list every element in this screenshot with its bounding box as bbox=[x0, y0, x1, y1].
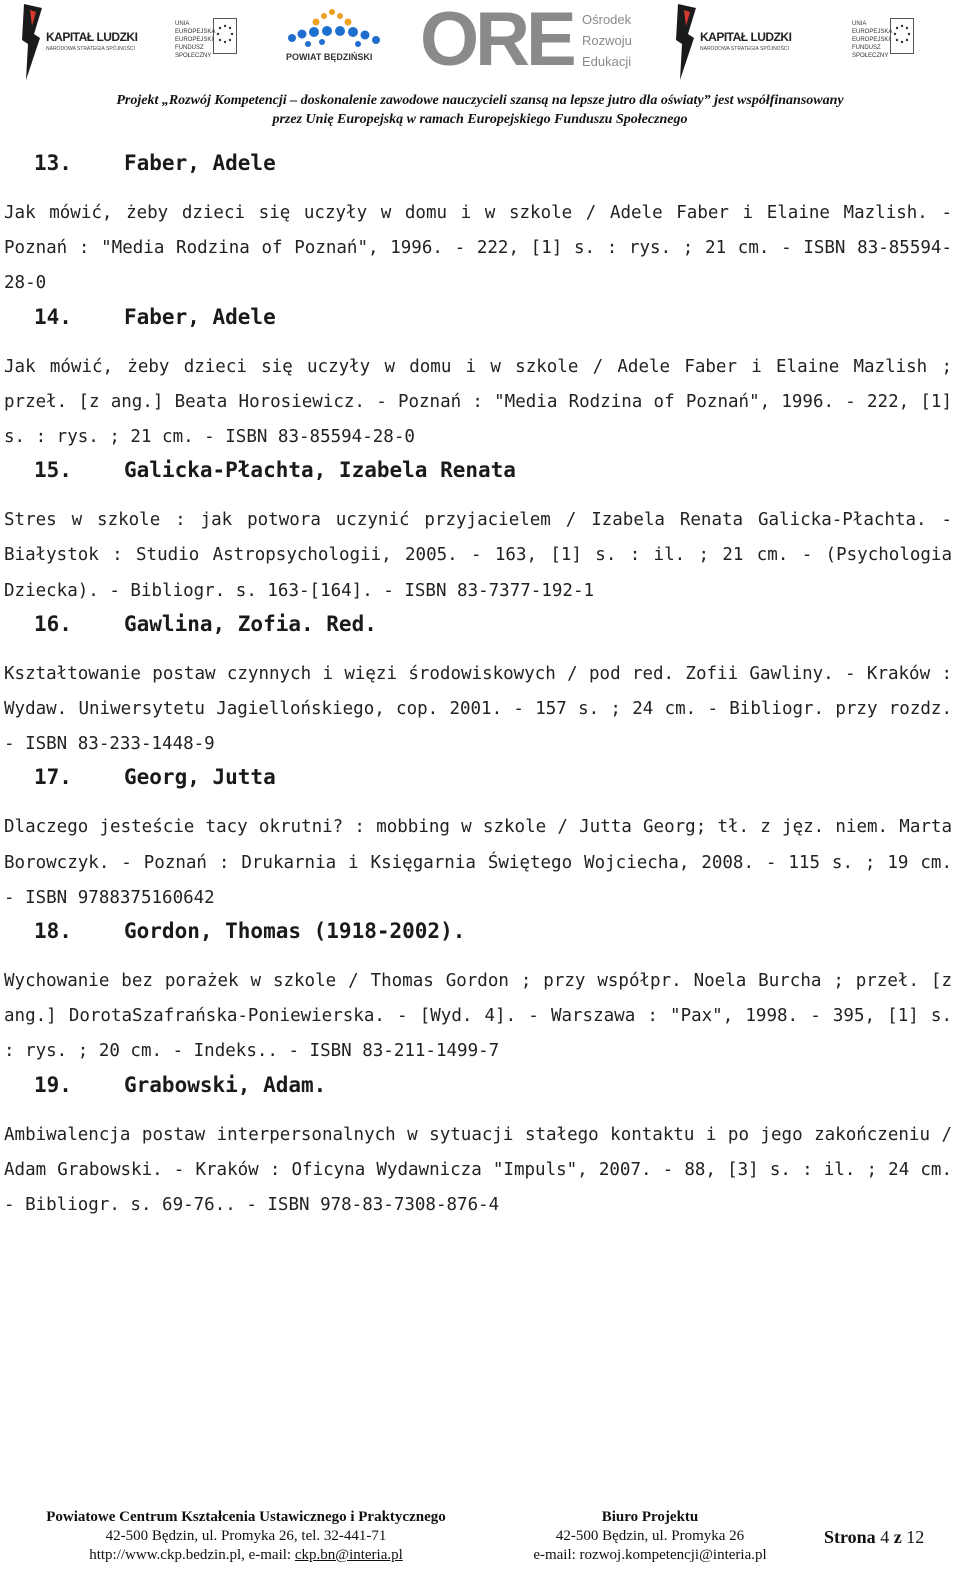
entry-heading bbox=[4, 764, 952, 790]
bibliography-entry bbox=[4, 150, 952, 302]
project-caption-line-1: Projekt „Rozwój Kompetencji – doskonalenie zawodowe nauczycieli szansą na lepsze jutro dla oświaty” jest współfinansowany bbox=[116, 93, 844, 108]
entry-number: 17. bbox=[34, 765, 72, 790]
entry-author: Grabowski, Adam. bbox=[124, 1072, 327, 1097]
ore-letters: ORE bbox=[420, 0, 573, 82]
footer-org-name: Powiatowe Centrum Kształcenia Ustawicznego i Praktycznego bbox=[46, 1509, 446, 1525]
ore-logo bbox=[420, 0, 650, 82]
entry-heading bbox=[4, 611, 952, 637]
entry-heading bbox=[4, 1072, 952, 1098]
entry-author: Georg, Jutta bbox=[124, 765, 276, 790]
kapital-ludzki-subtext: NARODOWA STRATEGIA SPÓJNOŚCI bbox=[46, 46, 135, 52]
page-total: 12 bbox=[906, 1527, 925, 1547]
entry-heading bbox=[4, 457, 952, 483]
entry-description: Stres w szkole : jak potwora uczynić przyjacielem / Izabela Renata Galicka-Płachta. - Białystok : Studio Astropsychologii, 2005. - 163, [1] s. : il. ; 21 cm. - (Psychologia Dziecka). - Bibliogr. s. 163-[164]. - ISBN 83-7377-192-1 bbox=[4, 510, 952, 601]
entry-number: 13. bbox=[34, 151, 72, 175]
kapital-ludzki-subtext: NARODOWA STRATEGIA SPÓJNOŚCI bbox=[700, 46, 789, 52]
entry-number: 15. bbox=[34, 458, 72, 483]
bibliography-entry bbox=[4, 764, 952, 916]
powiat-name: POWIAT BĘDZIŃSKI bbox=[286, 52, 373, 62]
eu-stars-icon bbox=[890, 18, 914, 54]
bibliography-entry bbox=[4, 457, 952, 609]
entry-author: Gawlina, Zofia. Red. bbox=[124, 611, 377, 636]
eu-logo-2 bbox=[852, 14, 916, 68]
footer-org-email-link[interactable]: ckp.bn@interia.pl bbox=[294, 1547, 403, 1563]
entry-number: 14. bbox=[34, 304, 72, 329]
footer-org-address: 42-500 Będzin, ul. Promyka 26, tel. 32-441-71 bbox=[105, 1528, 387, 1544]
footer-office-address: 42-500 Będzin, ul. Promyka 26 bbox=[555, 1528, 745, 1544]
page-label: Strona bbox=[824, 1527, 876, 1547]
project-caption bbox=[0, 91, 960, 129]
bibliography-list bbox=[4, 150, 952, 1225]
page-number bbox=[824, 1528, 924, 1547]
kapital-ludzki-flag-icon bbox=[22, 4, 44, 80]
footer-org-web: http://www.ckp.bedzin.pl, e-mail: bbox=[89, 1547, 295, 1563]
entry-heading bbox=[4, 150, 952, 176]
page-footer bbox=[0, 1506, 960, 1576]
entry-description: Wychowanie bez porażek w szkole / Thomas Gordon ; przy współpr. Noela Burcha ; przeł. [z ang.] DorotaSzafrańska-Poniewierska. - [Wyd. 4]. - Warszawa : "Pax", 1998. - 395, [1] s. : rys. ; 20 cm. - Indeks.. - ISBN 83-211-1499-7 bbox=[4, 971, 952, 1062]
kapital-ludzki-logo-2 bbox=[672, 4, 792, 82]
entry-number: 19. bbox=[34, 1072, 72, 1097]
entry-author: Faber, Adele bbox=[124, 151, 276, 175]
entry-author: Gordon, Thomas (1918-2002). bbox=[124, 919, 466, 944]
entry-description: Jak mówić, żeby dzieci się uczyły w domu i w szkole / Adele Faber i Elaine Mazlish. - Poznań : "Media Rodzina of Poznań", 1996. - 222, [1] s. : rys. ; 21 cm. - ISBN 83-85594-28-0 bbox=[4, 203, 952, 294]
entry-heading bbox=[4, 918, 952, 944]
kapital-ludzki-logo bbox=[18, 4, 138, 82]
bibliography-entry bbox=[4, 304, 952, 456]
kapital-ludzki-text: KAPITAŁ LUDZKI bbox=[700, 30, 792, 44]
kapital-ludzki-text: KAPITAŁ LUDZKI bbox=[46, 30, 138, 44]
eu-logo-text: UNIA EUROPEJSKA EUROPEJSKI FUNDUSZ SPOŁECZNY bbox=[175, 21, 216, 59]
page-of: z bbox=[893, 1527, 902, 1547]
entry-number: 18. bbox=[34, 919, 72, 944]
eu-logo bbox=[175, 14, 239, 68]
powiat-bedzinski-logo bbox=[282, 6, 392, 68]
bibliography-entry bbox=[4, 918, 952, 1070]
kapital-ludzki-flag-icon bbox=[676, 4, 698, 80]
footer-organization bbox=[20, 1508, 472, 1565]
ore-word-rozwoju: Rozwoju bbox=[582, 33, 632, 48]
bibliography-entry bbox=[4, 1072, 952, 1224]
entry-author: Faber, Adele bbox=[124, 304, 276, 329]
entry-description: Kształtowanie postaw czynnych i więzi środowiskowych / pod red. Zofii Gawliny. - Kraków : Wydaw. Uniwersytetu Jagiellońskiego, cop. 2001. - 157 s. ; 24 cm. - Bibliogr. przy rozdz. - ISBN 83-233-1448-9 bbox=[4, 663, 952, 755]
entry-description: Dlaczego jesteście tacy okrutni? : mobbing w szkole / Jutta Georg; tł. z jęz. niem. Marta Borowczyk. - Poznań : Drukarnia i Księgarnia Świętego Wojciecha, 2008. - 115 s. ; 19 cm. - ISBN 9788375160642 bbox=[4, 817, 952, 908]
entry-description: Ambiwalencja postaw interpersonalnych w sytuacji stałego kontaktu i po jego zakończeniu / Adam Grabowski. - Kraków : Oficyna Wydawnicza "Impuls", 2007. - 88, [3] s. : il. ; 24 cm. - Bibliogr. s. 69-76.. - ISBN 978-83-7308-876-4 bbox=[4, 1124, 952, 1216]
entry-number: 16. bbox=[34, 611, 72, 636]
ore-word-edukacji: Edukacji bbox=[582, 54, 632, 69]
powiat-dots-icon bbox=[282, 6, 392, 52]
footer-project-office bbox=[500, 1508, 800, 1565]
eu-logo-text: UNIA EUROPEJSKA EUROPEJSKI FUNDUSZ SPOŁECZNY bbox=[852, 21, 893, 59]
ore-word-osrodek: Ośrodek bbox=[582, 12, 632, 27]
page-current: 4 bbox=[880, 1527, 890, 1547]
footer-org-contact bbox=[20, 1546, 472, 1565]
project-caption-line-2: przez Unię Europejską w ramach Europejskiego Funduszu Społecznego bbox=[272, 112, 688, 127]
entry-description: Jak mówić, żeby dzieci się uczyły w domu i w szkole / Adele Faber i Elaine Mazlish ; przeł. [z ang.] Beata Horosiewicz. - Poznań : "Media Rodzina of Poznań", 1996. - 222, [1] s. : rys. ; 21 cm. - ISBN 83-85594-28-0 bbox=[4, 356, 952, 448]
entry-heading bbox=[4, 304, 952, 330]
footer-office-title: Biuro Projektu bbox=[601, 1509, 699, 1525]
footer-office-email: e-mail: rozwoj.kompetencji@interia.pl bbox=[533, 1547, 767, 1563]
entry-author: Galicka-Płachta, Izabela Renata bbox=[124, 458, 516, 483]
bibliography-entry bbox=[4, 611, 952, 763]
eu-stars-icon bbox=[213, 18, 237, 54]
header-logos bbox=[0, 0, 960, 90]
